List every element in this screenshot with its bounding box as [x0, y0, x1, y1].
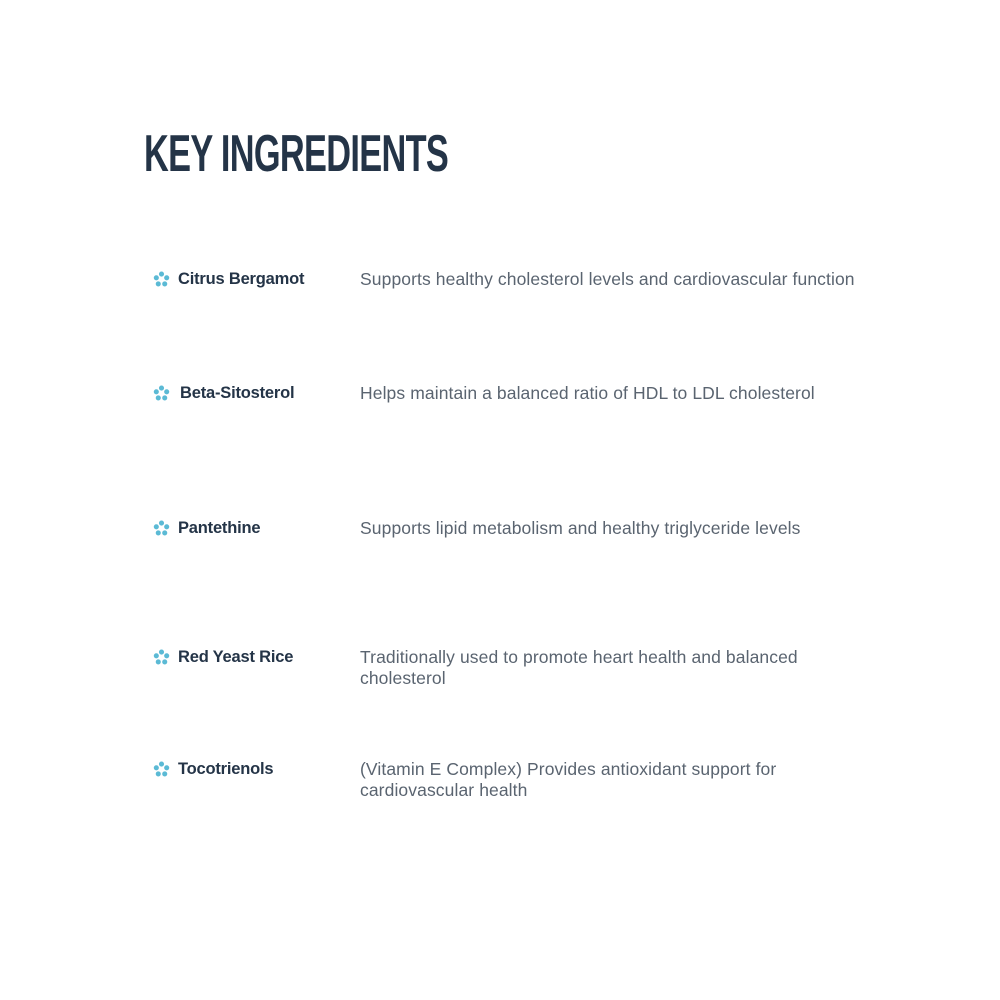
ingredient-description: Supports lipid metabolism and healthy triglyceride levels — [360, 518, 801, 538]
ingredient-description: Supports healthy cholesterol levels and cardiovascular function — [360, 269, 855, 289]
ingredient-description: (Vitamin E Complex) Provides antioxidant support for cardiovascular health — [360, 759, 777, 800]
flower-bullet-icon — [153, 385, 170, 402]
flower-bullet-icon — [153, 761, 170, 778]
ingredient-name: Pantethine — [178, 519, 261, 537]
page-title: KEY INGREDIENTS — [144, 125, 449, 183]
flower-bullet-icon — [153, 271, 170, 288]
ingredient-name: Tocotrienols — [178, 760, 274, 778]
ingredient-description: Helps maintain a balanced ratio of HDL to LDL cholesterol — [360, 383, 815, 403]
ingredient-name: Beta-Sitosterol — [180, 384, 295, 402]
flower-bullet-icon — [153, 649, 170, 666]
ingredient-description: Traditionally used to promote heart health and balanced cholesterol — [360, 647, 798, 688]
ingredient-name: Citrus Bergamot — [178, 270, 305, 288]
ingredient-name: Red Yeast Rice — [178, 648, 294, 666]
flower-bullet-icon — [153, 520, 170, 537]
